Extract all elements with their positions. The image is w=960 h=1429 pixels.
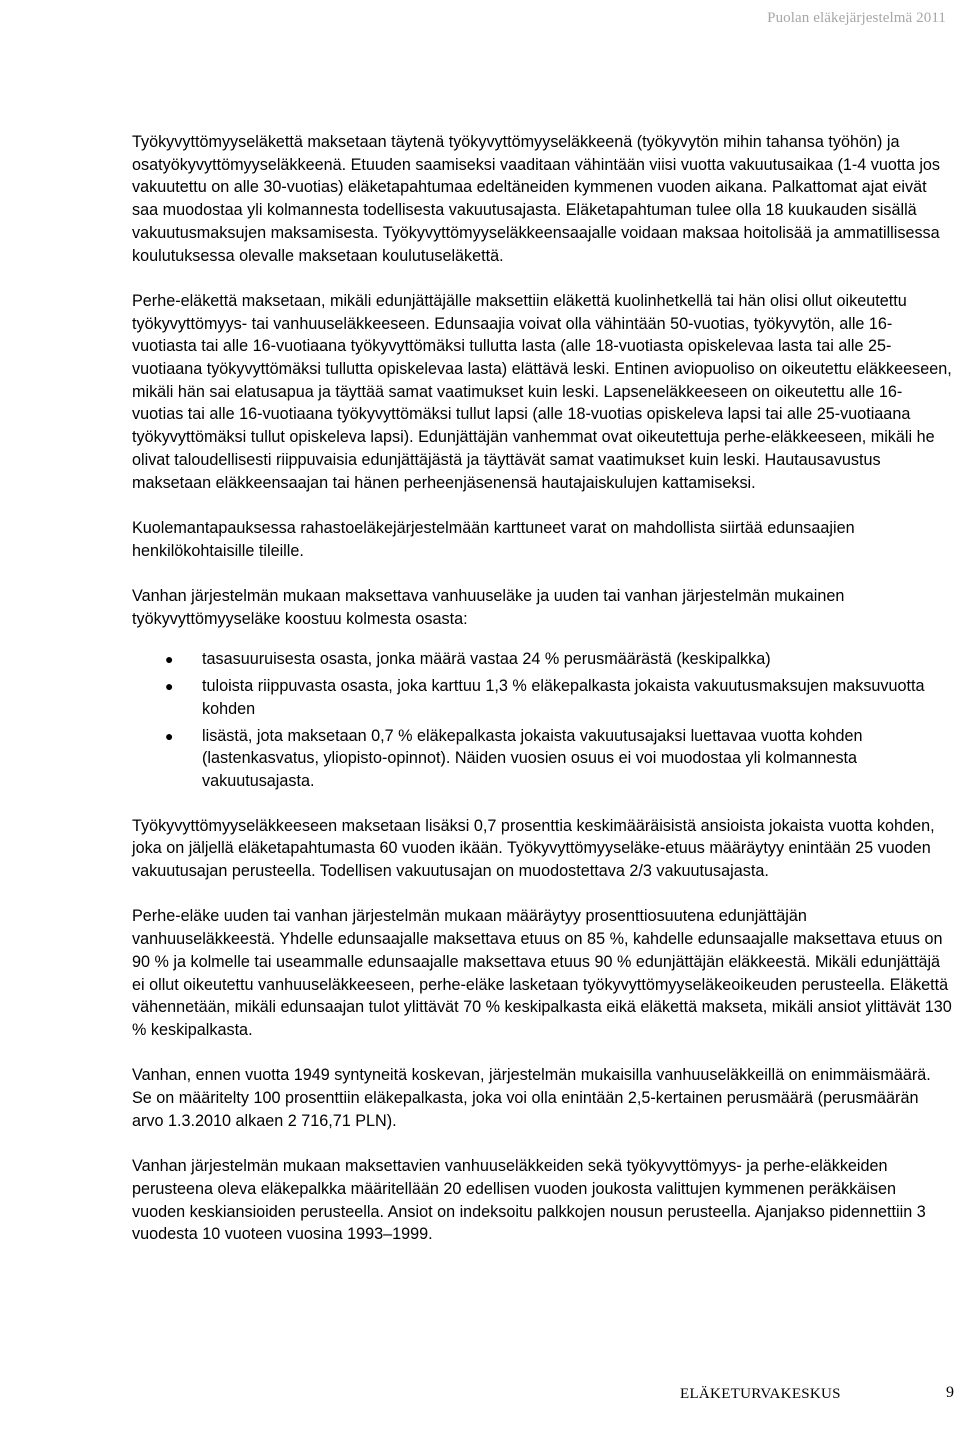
bullet-icon: ●: [165, 678, 174, 695]
list-item: [132, 725, 952, 793]
paragraph-fund-transfer: Kuolemantapauksessa rahastoeläkejärjestelmään karttuneet varat on mahdollista siirtää edunsaajien henkilökohtaisille tileille.: [132, 518, 855, 560]
list-item: [132, 648, 952, 671]
list-item: [132, 675, 952, 720]
page-number: 9: [946, 1384, 954, 1401]
paragraph-maximum-amount: Vanhan, ennen vuotta 1949 syntyneitä koskevan, järjestelmän mukaisilla vanhuuseläkkeillä on enimmäismäärä. Se on määritelty 100 prosenttiin eläkepalkasta, joka voi olla enintään 2,5-kertainen perusmäärä (perusmäärän arvo 1.3.2010 alkaen 2 716,71 PLN).: [132, 1066, 931, 1130]
list-item-text: tuloista riippuvasta osasta, joka karttuu 1,3 % eläkepalkasta jokaista vakuutusmaksujen maksuvuotta kohden: [202, 677, 925, 718]
paragraph-pension-salary: Vanhan järjestelmän mukaan maksettavien vanhuuseläkkeiden sekä työkyvyttömyys- ja perhe-eläkkeiden perusteena oleva eläkepalkka määritellään 20 edellisen vuoden joukosta valittujen kymmenen peräkkäisen vuoden keskiansioiden perusteella. Ansiot on indeksoitu palkkojen nousun perusteella. Ajanjakso pidennettiin 3 vuodesta 10 vuoteen vuosina 1993–1999.: [132, 1157, 926, 1244]
pension-components-list: [132, 648, 952, 792]
bullet-icon: ●: [165, 651, 174, 668]
paragraph-disability-pension: Työkyvyttömyyseläkettä maksetaan täytenä työkyvyttömyyseläkkeenä (työkyvytön mihin tahansa työhön) ja osatyökyvyttömyyseläkkeenä. Etuuden saamiseksi vaaditaan vähintään viisi vuotta vakuutusaikaa (1-4 vuotta jos vakuutettu on alle 30-vuotias) eläketapahtumaa edeltäneiden kymmenen vuoden aikana. Palkattomat ajat eivät saa muodostaa yli kolmannesta todellisesta vakuutusajasta. Eläketapahtuman tulee olla 18 kuukauden sisällä vakuutusmaksujen maksamisesta. Työkyvyttömyyseläkkeensaajalle voidaan maksaa hoitolisää ja ammatillisessa koulutuksessa olevalle maksetaan koulutuseläkettä.: [132, 133, 941, 265]
document-body: [132, 131, 952, 1269]
paragraph-pension-components-intro: Vanhan järjestelmän mukaan maksettava vanhuuseläke ja uuden tai vanhan järjestelmän mukainen työkyvyttömyyseläke koostuu kolmesta osasta:: [132, 587, 845, 628]
paragraph-survivors-percentage: Perhe-eläke uuden tai vanhan järjestelmän mukaan määräytyy prosenttiosuutena edunjättäjän vanhuuseläkkeestä. Yhdelle edunsaajalle maksettava etuus on 85 %, kahdelle edunsaajalle maksettava etuus on 90 % ja kolmelle tai useammalle edunsaajalle maksettava etuus 90 % edunjättäjän eläkkeestä. Mikäli edunjättäjä ei ollut oikeutettu vanhuuseläkkeeseen, perhe-eläke lasketaan työkyvyttömyyseläkeoikeuden perusteella. Eläkettä vähennetään, mikäli edunsaajan tulot ylittävät 70 % keskipalkasta eikä eläkettä makseta, mikäli ansiot ylittävät 130 % keskipalkasta.: [132, 907, 952, 1039]
running-header: Puolan eläkejärjestelmä 2011: [767, 10, 946, 26]
list-item-text: lisästä, jota maksetaan 0,7 % eläkepalkasta jokaista vakuutusajaksi luettavaa vuotta kohden (lastenkasvatus, yliopisto-opinnot). Näiden vuosien osuus ei voi muodostaa yli kolmannesta vakuutusajasta.: [202, 726, 863, 790]
bullet-icon: ●: [165, 727, 174, 744]
list-item-text: tasasuuruisesta osasta, jonka määrä vastaa 24 % perusmäärästä (keskipalkka): [202, 650, 771, 669]
paragraph-disability-supplement: Työkyvyttömyyseläkkeeseen maksetaan lisäksi 0,7 prosenttia keskimääräisistä ansioista jokaista vuotta kohden, joka on jäljellä eläketapahtumasta 60 vuoden ikään. Työkyvyttömyyseläke-etuus määräytyy enintään 25 vuoden vakuutusajan perusteella. Todellisen vakuutusajan on muodostettava 2/3 vakuutusajasta.: [132, 816, 935, 881]
footer-organization: ELÄKETURVAKESKUS: [680, 1386, 841, 1402]
paragraph-survivors-pension: Perhe-eläkettä maksetaan, mikäli edunjättäjälle maksettiin eläkettä kuolinhetkellä tai hän olisi ollut oikeutettu työkyvyttömyys- tai vanhuuseläkkeeseen. Edunsaajia voivat olla vähintään 50-vuotias, työkyvytön, alle 16-vuotiasta tai alle 16-vuotiaana työkyvyttömäksi tullutta lasta (alle 18-vuotiasta opiskelevaa lasta tai alle 25-vuotiaana työkyvyttömäksi tullutta opiskelevaa lasta) elättävä leski. Entinen aviopuoliso on oikeutettu eläkkeeseen, mikäli hän sai elatusapua ja täyttää samat vaatimukset kuin leski. Lapseneläkkeeseen on oikeutettu alle 16-vuotias tai alle 16-vuotiaana työkyvyttömäksi tullut lapsi (alle 18-vuotias opiskeleva lapsi tai alle 25-vuotiaana työkyvyttömäksi tullut opiskeleva lapsi). Edunjättäjän vanhemmat ovat oikeutettuja perhe-eläkkeeseen, mikäli he olivat taloudellisesti riippuvaisia edunjättäjästä ja täyttävät samat vaatimukset kuin leski. Hautausavustus maksetaan eläkkeensaajan tai hänen perheenjäsenensä hautajaiskulujen kattamiseksi.: [132, 291, 952, 492]
